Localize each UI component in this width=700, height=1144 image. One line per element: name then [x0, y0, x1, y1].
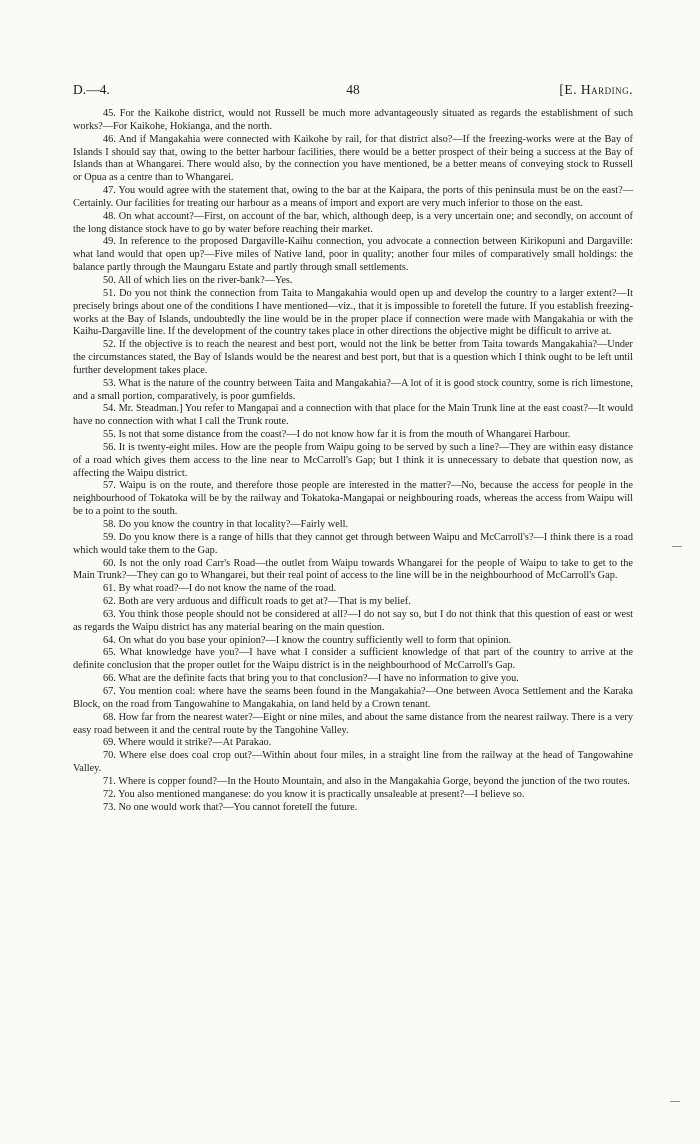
page-header	[73, 82, 633, 98]
paragraph-49: 49. In reference to the proposed Dargaville-Kaihu connection, you advocate a connection between Kirikopuni and Dargaville: what land would that open up?—Five miles of Native land, poor in quality; another four miles of comparatively small holdings: the balance partly through the Maungaru Estate and partly through small settlements.	[73, 236, 633, 274]
paragraph-50: 50. All of which lies on the river-bank?—Yes.	[103, 274, 293, 286]
paragraph-54: 54. Mr. Steadman.] You refer to Mangapai and a connection with that place for the Main Trunk line at the east coast?—It would have no connection with what I call the Trunk route.	[73, 403, 633, 428]
paragraph-53: 53. What is the nature of the country between Taita and Mangakahia?—A lot of it is good stock country, some is rich limestone, and a small portion, comparatively, is poor gumfields.	[73, 377, 633, 402]
paragraph-62: 62. Both are very arduous and difficult roads to get at?—That is my belief.	[103, 596, 411, 608]
paragraph-68: 68. How far from the nearest water?—Eight or nine miles, and about the same distance from the nearest railway. There is a very easy road between it and the central route by the Tangohine Valley.	[73, 711, 633, 736]
paragraph-67: 67. You mention coal: where have the seams been found in the Mangakahia?—One between Avoca Settlement and the Karaka Block, on the road from Tangowahine to Mangakahia, on land held by a Crown tenant.	[73, 685, 633, 710]
witness-name: [E. Harding.	[559, 82, 633, 97]
paragraph-72: 72. You also mentioned manganese: do you know it is practically unsaleable at present?—I believe so.	[103, 788, 525, 800]
document-reference: D.—4.	[73, 82, 110, 97]
paragraph-59: 59. Do you know there is a range of hills that they cannot get through between Waipu and McCarroll's?—I think there is a road which would take them to the Gap.	[73, 531, 633, 556]
paragraph-71: 71. Where is copper found?—In the Houto Mountain, and also in the Mangakahia Gorge, beyond the junction of the two routes.	[103, 775, 630, 787]
page-number: 48	[346, 82, 360, 97]
paragraph-61: 61. By what road?—I do not know the name of the road.	[103, 583, 337, 595]
paragraph-58: 58. Do you know the country in that locality?—Fairly well.	[103, 519, 349, 530]
paragraph-70: 70. Where else does coal crop out?—Within about four miles, in a straight line from the railway at the head of Tangowahine Valley.	[73, 750, 633, 775]
margin-mark: —	[672, 541, 682, 552]
paragraph-60: 60. Is not the only road Carr's Road—the outlet from Waipu towards Whangarei for the people of Waipu to take to get to the Main Trunk?—They can go to Whangarei, but their real point of access to the line will be in the neighbourhood of McCarroll's Gap.	[73, 557, 633, 582]
paragraph-45: 45. For the Kaikohe district, would not Russell be much more advantageously situated as regards the establishment of such works?—For Kaikohe, Hokianga, and the north.	[73, 108, 633, 132]
paragraph-69: 69. Where would it strike?—At Parakao.	[103, 737, 272, 749]
paragraph-73: 73. No one would work that?—You cannot foretell the future.	[103, 801, 358, 813]
paragraph-66: 66. What are the definite facts that bring you to that conclusion?—I have no information to give you.	[103, 673, 519, 685]
paragraph-65: 65. What knowledge have you?—I have what I consider a sufficient knowledge of that part of the country to arrive at the definite conclusion that the proper outlet for the Waipu district is in the neighbourhood of McCarroll's Gap.	[73, 647, 633, 672]
paragraph-51: 51. Do you not think the connection from Taita to Mangakahia would open up and develop the country to a larger extent?—It precisely brings about one of the conditions I have mentioned—viz., that it is impossible to foretell the future. If you establish freezing-works at the Bay of Islands, undoubtedly the line would be in the proper place if connection were made with Mangakahia or with the Kaihu-Dargaville line. If the development of the country takes place in other directions the objective might be difficult to arrive at.	[73, 287, 633, 338]
paragraph-64: 64. On what do you base your opinion?—I know the country sufficiently well to form that opinion.	[103, 634, 512, 646]
paragraph-47: 47. You would agree with the statement that, owing to the bar at the Kaipara, the ports of this peninsula must be on the east?—Certainly. Our facilities for treating our harbour as a means of import and export are very much inferior to those on the east.	[73, 185, 633, 209]
paragraph-52: 52. If the objective is to reach the nearest and best port, would not the link be better from Taita towards Mangakahia?—Under the circumstances stated, the Bay of Islands would be the nearest and best port, but that is a question which I think ought to be left until further development takes place.	[73, 339, 633, 376]
paragraph-48: 48. On what account?—First, on account of the bar, which, although deep, is a very uncertain one; and secondly, on account of the long distance stock have to go by water before reaching their market.	[73, 210, 633, 235]
testimony-body	[73, 108, 633, 814]
paragraph-57: 57. Waipu is on the route, and therefore those people are interested in the matter?—No, because the access for people in the neighbourhood of Tokatoka will be by the railway and Tokatoka-Mangapai or neighbouring roads, whereas the access from Waipu will be to a point to the south.	[73, 480, 633, 518]
margin-mark: —	[670, 1096, 680, 1107]
paragraph-56: 56. It is twenty-eight miles. How are the people from Waipu going to be served by such a line?—They are within easy distance of a road which gives them access to the line near to McCarroll's Gap; but I think it is unnecessary to debate that question now, as affecting the Waipu district.	[73, 441, 633, 479]
paragraph-55: 55. Is not that some distance from the coast?—I do not know how far it is from the mouth of Whangarei Harbour.	[103, 429, 571, 441]
paragraph-63: 63. You think those people should not be considered at all?—I do not say so, but I do not think that this question of east or west as regards the Waipu district has any material bearing on the main question.	[73, 608, 633, 633]
paragraph-46: 46. And if Mangakahia were connected with Kaikohe by rail, for that district also?—If the freezing-works were at the Bay of Islands I should say that, owing to the better harbour facilities, there would be a better prospect of their being a success at the Bay of Islands than at Whangarei. There would also, by the connection you have mentioned, be a better means of conveying stock to Russell or Opua as a centre than to Whangarei.	[73, 133, 633, 184]
